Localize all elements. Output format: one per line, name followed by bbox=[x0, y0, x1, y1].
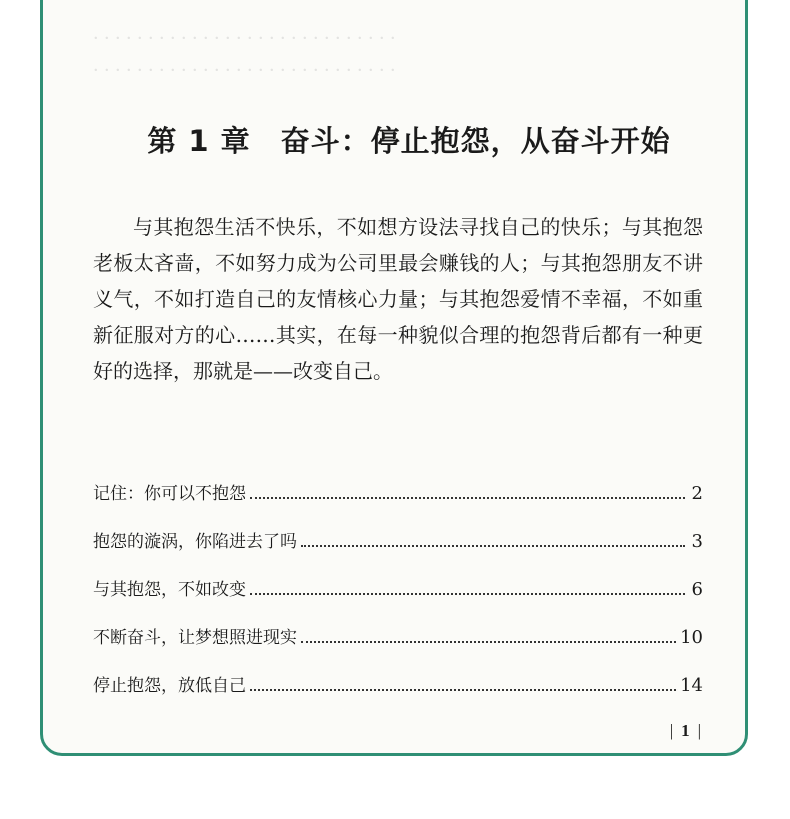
toc-entry bbox=[93, 623, 703, 671]
toc-leader-dots bbox=[250, 688, 676, 691]
toc-leader-dots bbox=[301, 640, 676, 643]
chapter-title: 第 1 章 奋斗：停止抱怨，从奋斗开始 bbox=[147, 124, 671, 158]
page-number-value: 1 bbox=[681, 721, 690, 740]
toc-entry-title: 记住：你可以不抱怨 bbox=[93, 484, 246, 504]
bleed-through-text: ．．．．．．．．．．．．．．．．．．．．．．．．．．．． bbox=[93, 23, 410, 44]
toc-leader-dots bbox=[301, 544, 685, 547]
page-number bbox=[662, 721, 709, 741]
intro-paragraph: 与其抱怨生活不快乐，不如想方设法寻找自己的快乐；与其抱怨老板太吝啬，不如努力成为公司里最会赚钱的人；与其抱怨朋友不讲义气，不如打造自己的友情核心力量；与其抱怨爱情不幸福，不如重新征服对方的心……其实，在每一种貌似合理的抱怨背后都有一种更好的选择，那就是——改变自己。 bbox=[93, 215, 703, 383]
toc-leader-dots bbox=[250, 496, 685, 499]
toc-entry-page: 10 bbox=[680, 627, 703, 648]
page-number-right-bar: | bbox=[697, 721, 701, 740]
toc-leader-dots bbox=[250, 592, 685, 595]
toc-entry bbox=[93, 671, 703, 719]
toc-entry-page: 14 bbox=[680, 675, 703, 696]
toc-entry bbox=[93, 575, 703, 623]
toc-entry bbox=[93, 479, 703, 527]
toc-entry-page: 2 bbox=[691, 483, 703, 504]
book-page bbox=[40, 0, 748, 756]
toc-entry-title: 不断奋斗，让梦想照进现实 bbox=[93, 628, 297, 648]
bleed-through-text: ．．．．．．．．．．．．．．．．．．．．．．．．．．．． bbox=[93, 55, 410, 76]
toc-entry bbox=[93, 527, 703, 575]
table-of-contents bbox=[93, 479, 703, 719]
toc-entry-title: 与其抱怨，不如改变 bbox=[93, 580, 246, 600]
toc-entry-title: 停止抱怨，放低自己 bbox=[93, 676, 246, 696]
page-number-left-bar: | bbox=[669, 721, 674, 740]
toc-entry-page: 6 bbox=[691, 579, 703, 600]
toc-entry-title: 抱怨的漩涡，你陷进去了吗 bbox=[93, 532, 297, 552]
chapter-intro bbox=[93, 209, 703, 389]
toc-entry-page: 3 bbox=[691, 531, 703, 552]
